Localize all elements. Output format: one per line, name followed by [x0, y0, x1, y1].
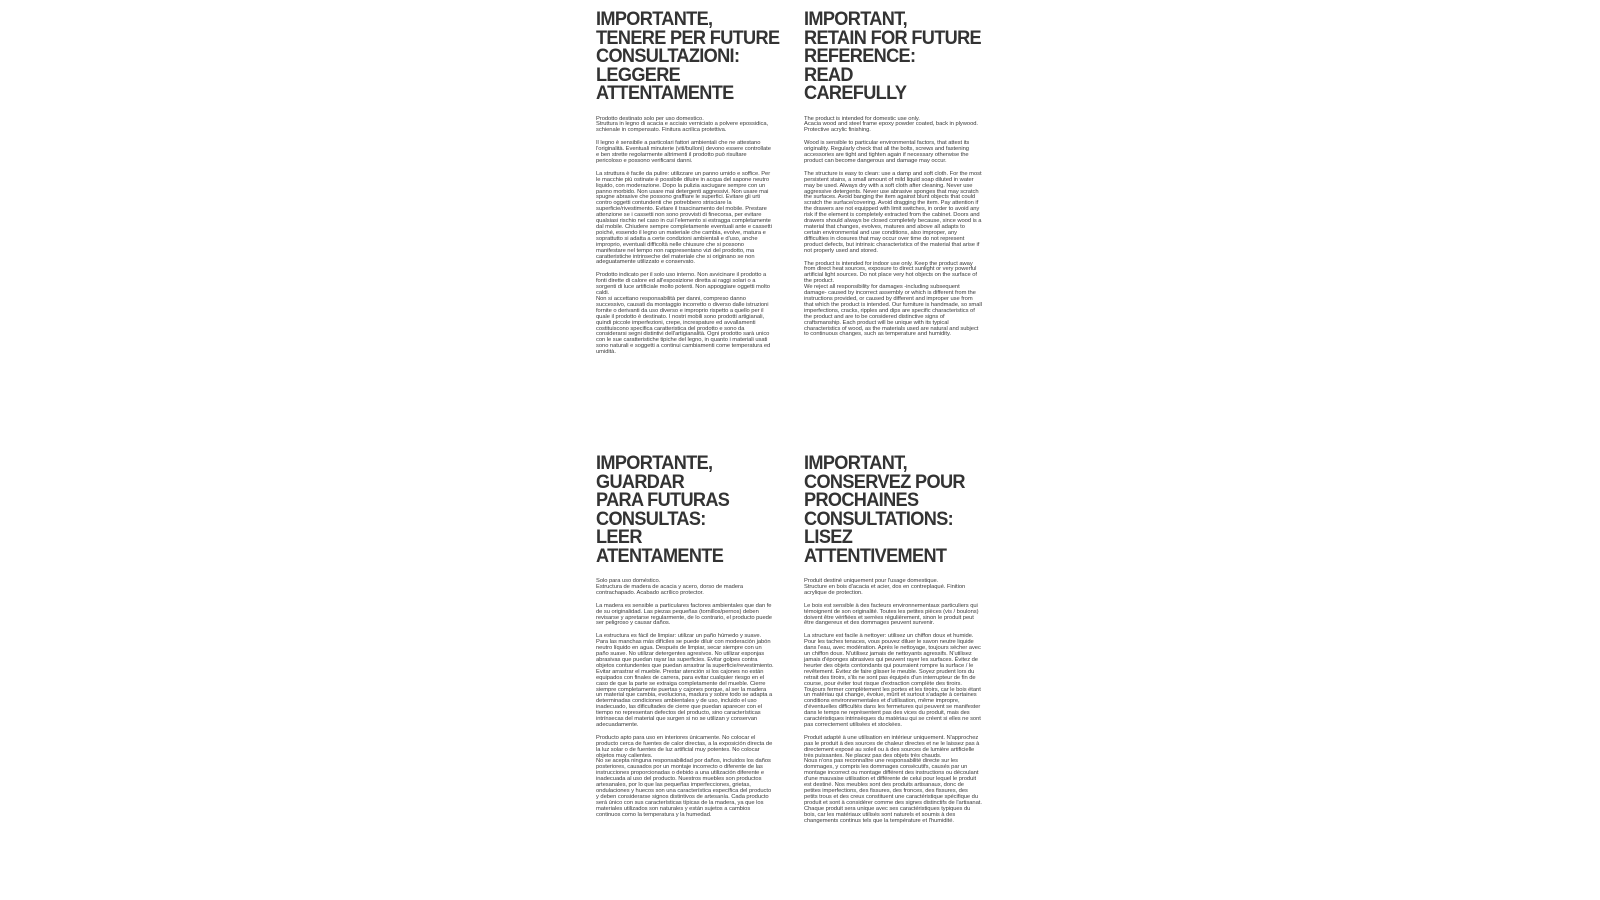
paragraph-cleaning: La struttura è facile da pulire: utilizzare un panno umido e soffice. Per le macchie più ostinate è possibile diluire in acqua del sapone neutro liquido, con moderazione. Dopo la pulizia asciugare sempre con un panno morbido. Non usare mai detergenti aggressivi. Non usare mai spugne abrasive che possono graffiare le superfici. Evitare gli urti contro oggetti contundenti che potrebbero strisciare la superficie/rivestimento. Evitare il trascinamento del mobile. Prestare attenzione se i cassetti non sono provvisti di finecorsa, per evitare qualsiasi rischio nel caso in cui l'elemento si estragga completamente dal mobile. Chiudere sempre completamente eventuali ante e cassetti poiché, essendo il legno un materiale che cambia, evolve, matura e soprattutto si adatta a certe condizioni ambientali e d'uso, anche improprio, eventuali difficoltà nelle chiusure che si possono manifestare nel tempo non rappresentano vizi del prodotto, ma caratteristiche intrinseche del materiale che si originano se non adeguatamente utilizzato e conservato.: [596, 170, 772, 266]
paragraph-wood: La madera es sensible a particulares factores ambientales que dan fe de su originalidad. Las piezas pequeñas (tornillos/pernos) deben revisarse y apretarse regularmente, de lo contrario, el producto puede ser peligroso y causar daños.: [596, 602, 772, 627]
paragraph-liability: Produit adapté à une utilisation en intérieur uniquement. N'approchez pas le produit à des sources de chaleur directes et ne le laissez pas à directement exposé au soleil ou à des sources de lumière artificielle très puissantes. Ne placez pas des objets très chauds. Nous n'ons pas reconnaître une responsabilité directe sur les dommages, y compris les dommages consécutifs, causés par un montage incorrect ou montage différent des instructions ou découlant d'une mauvaise utilisation et différente de celui pour lequel le produit est destiné. Nos meubles sont des produits artisanaux, donc de petites imperfections, des fissures, des fronces, des fissures, des petits trous et des creux constituent une caractéristique spécifique du produit et sont à considérer comme des signes distinctifs de l'artisanat. Chaque produit sera unique avec ses caractéristiques typiques du bois, car les matériaux utilisés sont naturels et soumis à des changements continus tels que la température et l'humidité.: [804, 734, 982, 824]
section-italian: [596, 8, 780, 363]
section-title-spanish: IMPORTANTE, GUARDAR PARA FUTURAS CONSULTAS: LEER ATENTAMENTE: [596, 452, 730, 567]
instruction-sheet: [596, 6, 986, 894]
paragraph-usage: Solo para uso doméstico. Estructura de madera de acacia y acero, dorso de madera contrachapado. Acabado acrílico protector.: [596, 578, 744, 596]
section-spanish: [596, 454, 774, 826]
section-french: [804, 454, 982, 831]
paragraph-cleaning: La structure est facile à nettoyer: utilisez un chiffon doux et humide. Pour les taches tenaces, vous pouvez diluer le savon neutre liquide dans l'eau, avec modération. Après le nettoyage, toujours sécher avec un chiffon doux. N'utilisez jamais de nettoyants agressifs. N'utilisez jamais d'éponges abrasives qui peuvent rayer les surfaces. Évitez de heurter des objets contondants qui pourraient rompre la surface / le revêtement. Évitez de faire glisser le meuble. Soyez prudent lors du retrait des tiroirs, s'ils ne sont pas équipés d'un interrupteur de fin de course, pour éviter tout risque d'extraction complète des tiroirs. Toujours fermer complètement les portes et les tiroirs, car le bois étant un matériau qui change, évolue, mûrit et surtout s'adapte à certaines conditions environnementales et d'utilisation, même impropre, d'éventuelles difficultés dans les fermetures qui peuvent se manifester dans le temps ne représentent pas des vices du produit, mais des caractéristiques intrinsèques du matériau qui se créent si elles ne sont pas correctement utilisées et stockées.: [804, 633, 981, 728]
paragraph-usage: The product is intended for domestic use only. Acacia wood and steel frame epoxy powder coated, back in plywood. Protective acrylic finishing.: [804, 115, 978, 134]
paragraph-cleaning: La estructura es fácil de limpiar: utilizar un paño húmedo y suave. Para las manchas más difíciles se puede diluir con moderación jabón neutro líquido en agua. Después de limpiar, secar siempre con un paño suave. No utilizar detergentes agresivos. No utilizar esponjas abrasivas que puedan rayar las superficies. Evitar golpes contra objetos contundentes que puedan arrastrar la superficie/revestimiento. Evitar arrastrar el mueble. Prestar atención si los cajones no están equipados con finales de carrera, para evitar cualquier riesgo en el caso de que la parte se extraiga completamente del mueble. Cierre siempre completamente puertas y cajones porque, al ser la madera un material que cambia, evoluciona, madura y sobre todo se adapta a determinadas condiciones ambientales y de uso, incluido el uso inadecuado, las dificultades de cierre que puedan aparecer con el tiempo no representan defectos del producto, sino características intrínsecas del material que surgen si no se utilizan y conservan adecuadamente.: [596, 633, 774, 728]
paragraph-liability: The product is intended for indoor use only. Keep the product away from direct heat sources, exposure to direct sunlight or very powerful artificial light sources. Do not place very hot objects on the surface of the product. We reject all responsibility for damages -including subsequent damage- caused by incorrect assembly or which is different from the instructions provided, or caused by different and improper use from that which the product is intended. Our furniture is handmade, so small imperfections, cracks, ripples and dips are specific characteristics of the product and are to be considered distinctive signs of craftsmanship. Each product will be unique with its typical characteristics of wood, as the materials used are natural and subject to continuous changes, such as temperature and humidity.: [804, 260, 982, 338]
paragraph-cleaning: The structure is easy to clean: use a damp and soft cloth. For the most persistent stains, a small amount of mild liquid soap diluted in water may be used. Always dry with a soft cloth after cleaning. Never use aggressive detergents. Never use abrasive sponges that may scratch the surfaces. Avoid banging the item against blunt objects that could scratch the surface/covering. Avoid dragging the item. Pay attention if the drawers are not equipped with limit switches, in order to avoid any risk if the element is completely extracted from the cabinet. Doors and drawers should always be closed completely because, since wood is a material that changes, evolves, matures and above all adapts to certain environmental and use conditions, also improper, any difficulties in closures that may occur over time do not represent product defects, but intrinsic characteristics of the material that arise if not properly used and stored.: [804, 170, 982, 254]
paragraph-liability: Prodotto indicato per il solo uso interno. Non avvicinare il prodotto a fonti dirette di calore ed all'esposizione diretta ai raggi solari o a sorgenti di luce artificiale molto potenti. Non appoggiare oggetti molto caldi. Non si accettano responsabilità per danni, compreso danno successivo, causati da montaggio incorretto o diverso dalle istruzioni fornite o derivanti da uso diverso e improprio rispetto a quello per il quale il prodotto è destinato. I nostri mobili sono prodotti artigianali, quindi piccole imperfezioni, crepe, increspature ed avvallamenti costituiscono specifica caratteristica del prodotto e sono da considerarsi segni distintivi dell'artigianalità. Ogni prodotto sarà unico con le sue caratteristiche tipiche del legno, in quanto i materiali usati sono naturali e soggetti a continui cambiamenti come temperatura ed umidità.: [596, 272, 771, 356]
paragraph-usage: Produit destiné uniquement pour l'usage domestique. Structure en bois d'acacia et acier, dos en contreplaqué. Finition acrylique de protection.: [804, 578, 966, 596]
paragraph-wood: Le bois est sensible à des facteurs environnementaux particuliers qui témoignent de son originalité. Toutes les petites pièces (vis / boulons) doivent être vérifiées et serrées régulièrement, sinon le produit peut être dangereux et des dommages peuvent survenir.: [804, 602, 979, 627]
paragraph-wood: Il legno è sensibile a particolari fattori ambientali che ne attestano l'originalità. Eventuali minuterie (viti/bulloni) devono essere controllate e ben strette regolarmente altrimenti il prodotto può risultare pericoloso e possono verificarsi danni.: [596, 140, 771, 164]
section-english: [804, 10, 982, 345]
section-title-french: IMPORTANT, CONSERVEZ POUR PROCHAINES CONSULTATIONS: LISEZ ATTENTIVEMENT: [804, 452, 965, 567]
paragraph-liability: Producto apto para uso en interiores únicamente. No colocar el producto cerca de fuentes de calor directas, a la exposición directa de la luz solar o de fuentes de luz artificial muy potentes. No colocar objetos muy calientes. No se acepta ninguna responsabilidad por daños, incluidos los daños posteriores, causados por un montaje incorrecto o diferente de las instrucciones proporcionadas o debido a una utilización diferente e inadecuada al uso del producto. Nuestros muebles son productos artesanales, por lo que las pequeñas imperfecciones, grietas, ondulaciones y huecos son una característica específica del producto y deben considerarse signos distintivos de artesanía. Cada producto será único con sus características típicas de la madera, ya que los materiales utilizados son naturales y están sujetos a cambios continuos como la temperatura y la humedad.: [596, 734, 773, 818]
paragraph-wood: Wood is sensible to particular environmental factors, that attest its originality. Regularly check that all the bolts, screws and fastening accessories are tight and tighten again if necessary otherwise the product can become dangerous and damage may occur.: [804, 140, 970, 164]
section-title-italian: IMPORTANTE, TENERE PER FUTURE CONSULTAZIONI: LEGGERE ATTENTAMENTE: [596, 8, 780, 104]
paragraph-usage: Prodotto destinato solo per uso domestico. Struttura in legno di acacia e acciaio verniciato a polvere epossidica, schienale in compensato. Finitura acrilica protettiva.: [596, 115, 769, 134]
section-title-english: IMPORTANT, RETAIN FOR FUTURE REFERENCE: READ CAREFULLY: [804, 8, 981, 104]
